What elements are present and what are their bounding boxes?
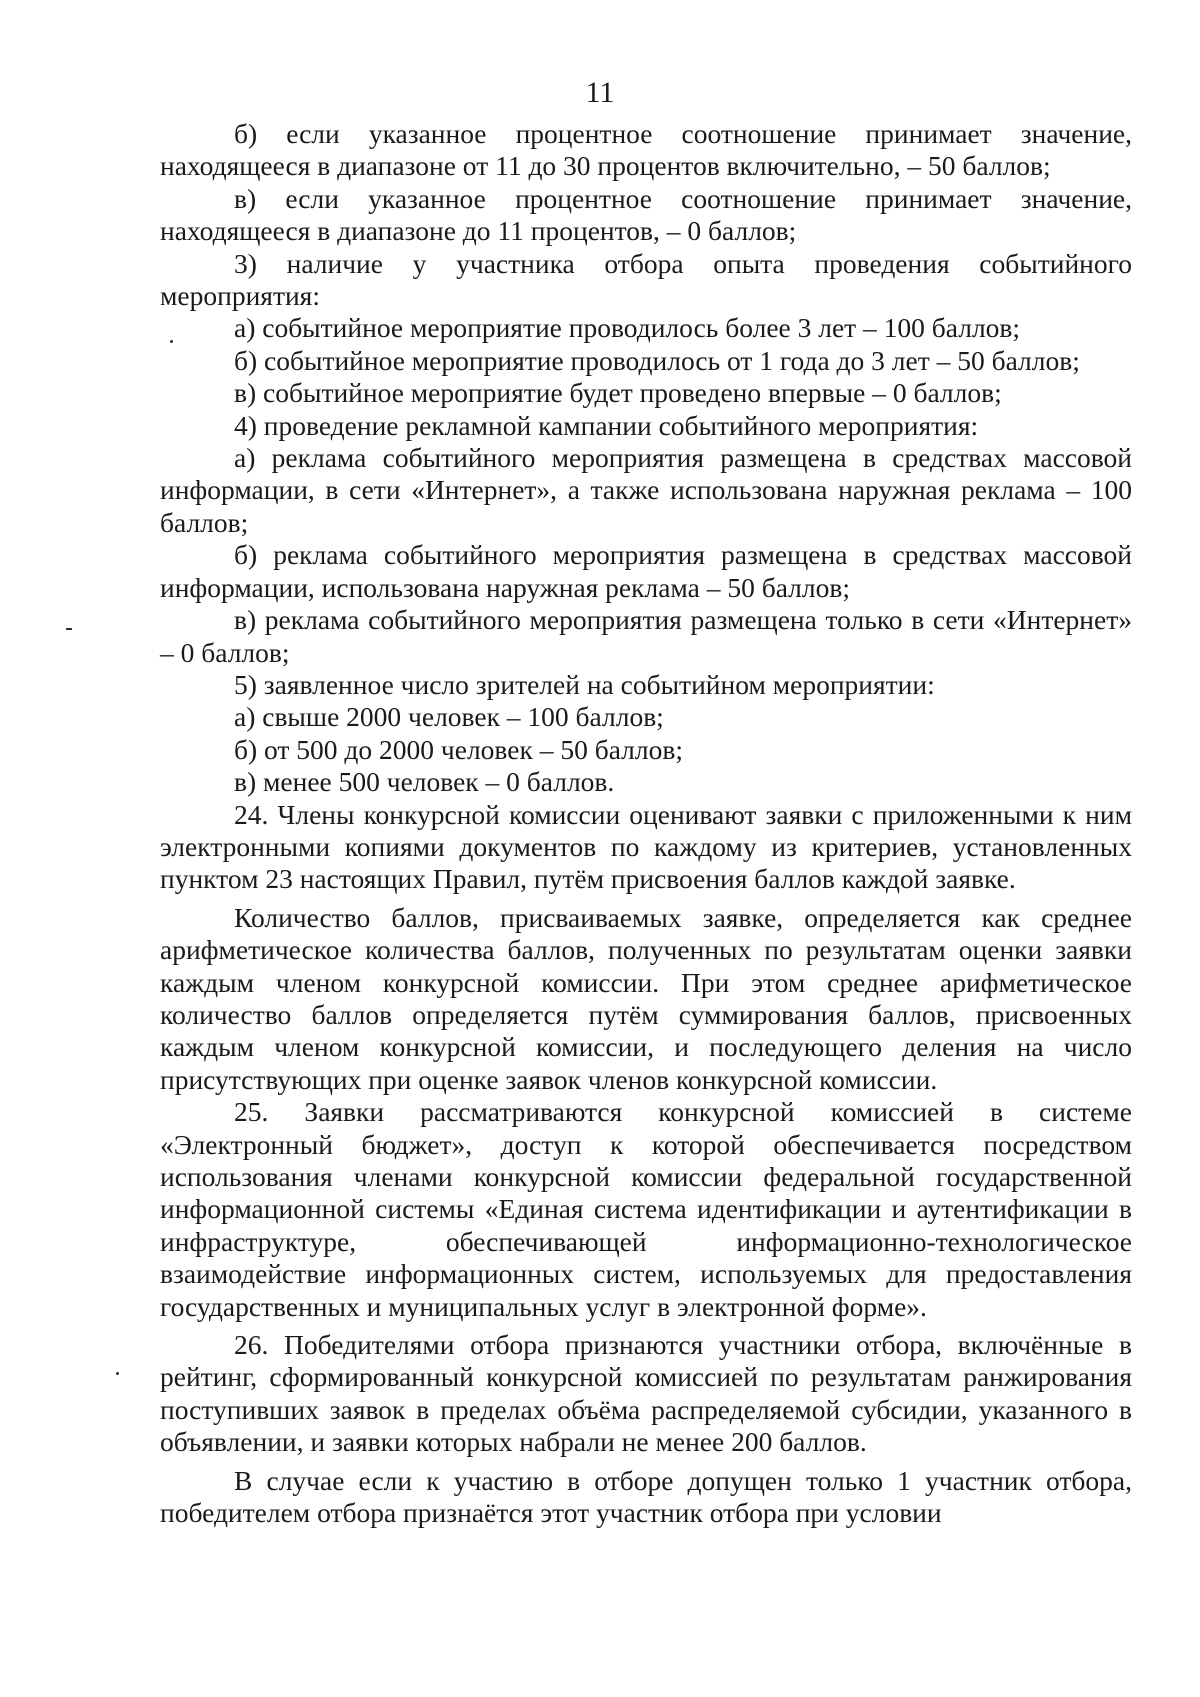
scan-speck [66, 628, 72, 630]
paragraph: б) реклама событийного мероприятия размещена в средствах массовой информации, использована наружная реклама – 50 баллов; [160, 539, 1132, 603]
paragraph: 5) заявленное число зрителей на событийном мероприятии: [234, 668, 935, 700]
scan-speck [116, 1372, 119, 1375]
paragraph: 3) наличие у участника отбора опыта проведения событийного мероприятия: [160, 247, 1132, 312]
page-number: 11 [585, 76, 615, 109]
paragraph: б) событийное мероприятие проводилось от 1 года до 3 лет – 50 баллов; [234, 344, 1080, 376]
paragraph: 24. Члены конкурсной комиссии оценивают заявки с приложенными к ним электронными копиями документов по каждому из критериев, установленных пунктом 23 настоящих Правил, путём присвоения баллов каждой заявке. [160, 798, 1132, 895]
paragraph: а) свыше 2000 человек – 100 баллов; [234, 701, 664, 733]
paragraph: в) событийное мероприятие будет проведено впервые – 0 баллов; [234, 377, 1002, 409]
paragraph: а) событийное мероприятие проводилось более 3 лет – 100 баллов; [234, 312, 1021, 344]
scan-speck [170, 340, 173, 343]
paragraph: а) реклама событийного мероприятия размещена в средствах массовой информации, в сети «Интернет», а также использована наружная реклама – 100 баллов; [160, 442, 1132, 538]
paragraph: в) реклама событийного мероприятия размещена только в сети «Интернет» – 0 баллов; [160, 604, 1132, 668]
paragraph: в) менее 500 человек – 0 баллов. [234, 766, 615, 798]
paragraph: б) от 500 до 2000 человек – 50 баллов; [234, 733, 683, 765]
paragraph: В случае если к участию в отборе допущен только 1 участник отбора, победителем отбора признаётся этот участник отбора при условии [160, 1464, 1132, 1529]
paragraph: б) если указанное процентное соотношение принимает значение, находящееся в диапазоне от 11 до 30 процентов включительно, – 50 баллов; [160, 118, 1132, 182]
paragraph: 26. Победителями отбора признаются участники отбора, включённые в рейтинг, сформированный конкурсной комиссией по результатам ранжирования поступивших заявок в пределах объёма распределяемой субсидии, указанного в объявлении, и заявки которых набрали не менее 200 баллов. [160, 1329, 1132, 1458]
paragraph: в) если указанное процентное соотношение принимает значение, находящееся в диапазоне до 11 процентов, – 0 баллов; [160, 182, 1132, 247]
paragraph: Количество баллов, присваиваемых заявке, определяется как среднее арифметическое количества баллов, полученных по результатам оценки заявки каждым членом конкурсной комиссии. При этом среднее арифметическое количество баллов определяется путём суммирования баллов, присвоенных каждым членом конкурсной комиссии, и последующего деления на число присутствующих при оценке заявок членов конкурсной комиссии. [160, 901, 1132, 1095]
paragraph: 25. Заявки рассматриваются конкурсной комиссией в системе «Электронный бюджет», доступ к которой обеспечивается посредством использования членами конкурсной комиссии федеральной государственной информационной системы «Единая система идентификации и аутентификации в инфраструктуре, обеспечивающей информационно-технологическое взаимодействие информационных систем, используемых для предоставления государственных и муниципальных услуг в электронной форме». [160, 1096, 1132, 1322]
paragraph: 4) проведение рекламной кампании событийного мероприятия: [234, 409, 979, 441]
document-body [160, 118, 1132, 1529]
